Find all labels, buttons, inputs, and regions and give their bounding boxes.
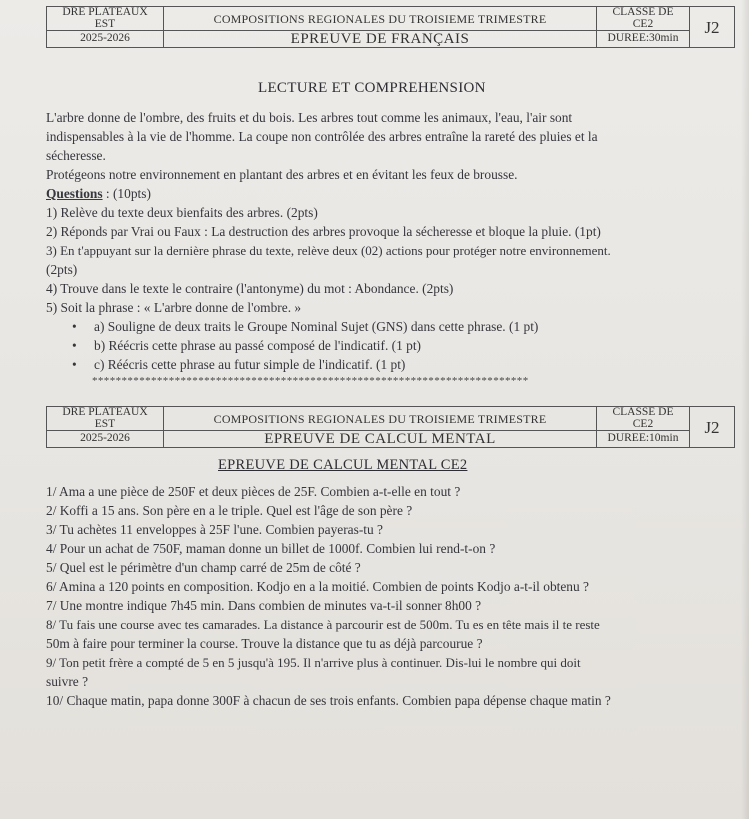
question-item: 3) En t'appuyant sur la dernière phrase du texte, relève deux (02) actions pour protéger notre environnement. [46, 243, 611, 258]
dre-line2: EST [94, 17, 116, 30]
sub-item: • a) Souligne de deux traits le Groupe Nominal Sujet (GNS) dans cette phrase. (1 pt) [94, 319, 538, 335]
calcul-item: 6/ Amina a 120 points en composition. Kodjo en a la moitié. Combien de points Kodjo a-t-il obtenu ? [46, 579, 589, 594]
classe-cell [597, 407, 690, 431]
calcul-item: 5/ Quel est le périmètre d'un champ carré de 25m de côté ? [46, 560, 361, 575]
calcul-item: 50m à faire pour terminer la course. Trouve la distance que tu as déjà parcourue ? [46, 636, 483, 651]
paper-edge-shadow [741, 0, 749, 819]
text-line: indispensables à la vie de l'homme. La coupe non contrôlée des arbres entraîne la rareté des pluies et la [46, 129, 598, 144]
calcul-title: EPREUVE DE CALCUL MENTAL CE2 [218, 457, 468, 473]
duree-cell: DUREE:30min [597, 31, 690, 48]
dre-cell [47, 7, 164, 31]
dre-line1: DRE PLATEAUX [62, 6, 148, 18]
dre-line2: EST [94, 417, 116, 430]
classe-line2: CE2 [632, 17, 654, 30]
sub-item: • b) Réécris cette phrase au passé composé de l'indicatif. (1 pt) [94, 338, 421, 354]
dre-line1: DRE PLATEAUX [62, 406, 148, 418]
compositions-cell: COMPOSITIONS REGIONALES DU TROISIEME TRIMESTRE [164, 407, 597, 431]
text-line: sécheresse. [46, 148, 106, 163]
questions-heading [46, 186, 151, 202]
epreuve-cell: EPREUVE DE CALCUL MENTAL [164, 431, 597, 448]
calcul-item: 3/ Tu achètes 11 enveloppes à 25F l'une. Combien payeras-tu ? [46, 522, 383, 537]
calcul-item: 7/ Une montre indique 7h45 min. Dans combien de minutes va-t-il sonner 8h00 ? [46, 598, 482, 613]
calcul-item: suivre ? [46, 674, 89, 689]
question-item: (2pts) [46, 262, 78, 277]
separator-stars: ************************************************************************** [92, 375, 529, 387]
question-item: 1) Relève du texte deux bienfaits des arbres. (2pts) [46, 205, 318, 220]
calcul-item: 1/ Ama a une pièce de 250F et deux pièces de 25F. Combien a-t-elle en tout ? [46, 484, 461, 499]
calcul-item: 4/ Pour un achat de 750F, maman donne un billet de 1000f. Combien lui rend-t-on ? [46, 541, 496, 556]
calcul-item: 10/ Chaque matin, papa donne 300F à chacun de ses trois enfants. Combien papa dépense chaque matin ? [46, 693, 611, 708]
code-cell: J2 [690, 7, 735, 48]
code-cell: J2 [690, 407, 735, 448]
header-french [46, 6, 735, 48]
year-cell: 2025-2026 [47, 31, 164, 48]
questions-points: : (10pts) [102, 186, 151, 201]
classe-cell [597, 7, 690, 31]
duree-cell: DUREE:10min [597, 431, 690, 448]
header-calcul [46, 406, 735, 448]
calcul-item: 2/ Koffi a 15 ans. Son père en a le triple. Quel est l'âge de son père ? [46, 503, 413, 518]
year-cell: 2025-2026 [47, 431, 164, 448]
calcul-item: 9/ Ton petit frère a compté de 5 en 5 jusqu'à 195. Il n'arrive plus à continuer. Dis-lui le nombre qui doit [46, 655, 581, 670]
text-line: Protégeons notre environnement en plantant des arbres et en évitant les feux de brousse. [46, 167, 518, 182]
question-item: 2) Réponds par Vrai ou Faux : La destruction des arbres provoque la sécheresse et bloque la pluie. (1pt) [46, 224, 601, 239]
question-item: 5) Soit la phrase : « L'arbre donne de l'ombre. » [46, 300, 302, 315]
question-item: 4) Trouve dans le texte le contraire (l'antonyme) du mot : Abondance. (2pts) [46, 281, 454, 296]
epreuve-cell: EPREUVE DE FRANÇAIS [164, 31, 597, 48]
calcul-item: 8/ Tu fais une course avec tes camarades. La distance à parcourir est de 500m. Tu es en tête mais il te reste [46, 617, 600, 632]
classe-line1: CLASSE DE [612, 406, 674, 418]
classe-line2: CE2 [632, 417, 654, 430]
dre-cell [47, 407, 164, 431]
questions-label: Questions [46, 186, 103, 201]
text-line: L'arbre donne de l'ombre, des fruits et du bois. Les arbres tout comme les animaux, l'eau, l'air sont [46, 110, 573, 125]
compositions-cell: COMPOSITIONS REGIONALES DU TROISIEME TRIMESTRE [164, 7, 597, 31]
lecture-title: LECTURE ET COMPREHENSION [258, 80, 486, 96]
classe-line1: CLASSE DE [612, 6, 674, 18]
sub-item: • c) Réécris cette phrase au futur simple de l'indicatif. (1 pt) [94, 357, 405, 373]
